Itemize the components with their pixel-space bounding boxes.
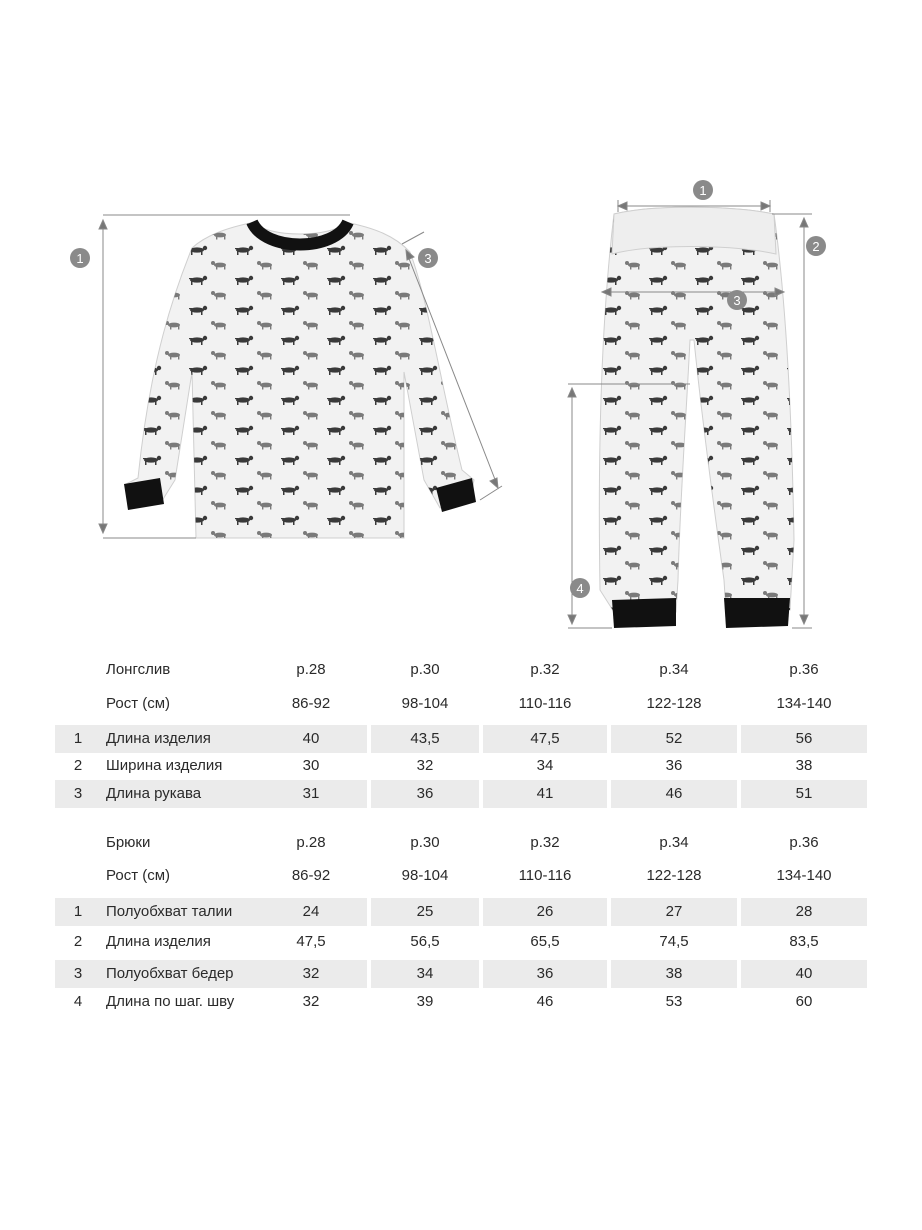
- table-row: [55, 988, 867, 1016]
- table-cell: 38: [795, 757, 813, 774]
- pants-marker-3: [727, 290, 747, 310]
- table-cell: 24: [255, 898, 367, 926]
- table-row: [55, 725, 867, 753]
- height-label: Рост (см): [106, 695, 171, 712]
- row-number: 2: [73, 757, 83, 774]
- table-cell: 32: [416, 757, 434, 774]
- table-cell: 31: [255, 780, 367, 808]
- table-row: [55, 752, 867, 780]
- pants-marker-4: [570, 578, 590, 598]
- svg-text:4: 4: [576, 581, 584, 596]
- longsleeve-title: Лонгслив: [106, 661, 171, 678]
- table-cell: 47,5: [296, 933, 326, 950]
- table-cell: 36: [371, 780, 479, 808]
- size-label: р.34: [659, 661, 689, 678]
- height-value: 86-92: [291, 695, 331, 712]
- size-label: р.28: [296, 661, 326, 678]
- table-cell: 40: [255, 725, 367, 753]
- table-row: [55, 960, 867, 988]
- height-value: 110-116: [518, 695, 572, 712]
- table-cell: 32: [255, 960, 367, 988]
- table-cell: 56,5: [410, 933, 440, 950]
- pants-marker-2: [806, 236, 826, 256]
- table-cell: 34: [536, 757, 554, 774]
- row-label: Длина изделия: [106, 933, 211, 950]
- table-cell: 39: [416, 993, 434, 1010]
- table-row: [55, 780, 867, 808]
- table-cell: 65,5: [530, 933, 560, 950]
- pants-size-header: [55, 829, 867, 857]
- pants-marker-1: [693, 180, 713, 200]
- table-cell: 41: [483, 780, 607, 808]
- row-number: 2: [73, 933, 83, 950]
- pants-title: Брюки: [106, 834, 151, 851]
- height-value: 122-128: [646, 695, 702, 712]
- table-cell: 26: [483, 898, 607, 926]
- table-cell: 83,5: [789, 933, 819, 950]
- table-cell: 30: [302, 757, 320, 774]
- size-label: р.30: [410, 834, 440, 851]
- height-value: 110-116: [518, 867, 572, 884]
- row-label: Полуобхват талии: [101, 898, 281, 926]
- longsleeve-size-table: [55, 656, 867, 810]
- size-label: р.32: [530, 661, 560, 678]
- longsleeve-shape: [124, 222, 476, 538]
- svg-text:1: 1: [699, 183, 707, 198]
- size-label: р.36: [789, 834, 819, 851]
- table-cell: 74,5: [659, 933, 689, 950]
- size-label: р.32: [530, 834, 560, 851]
- table-cell: 36: [483, 960, 607, 988]
- row-label: Ширина изделия: [106, 757, 223, 774]
- shirt-marker-3: [418, 248, 438, 268]
- height-value: 98-104: [401, 695, 449, 712]
- height-value: 86-92: [291, 867, 331, 884]
- row-label: Длина изделия: [101, 725, 281, 753]
- svg-text:3: 3: [733, 293, 741, 308]
- row-label: Длина рукава: [101, 780, 281, 808]
- table-cell: 43,5: [371, 725, 479, 753]
- table-cell: 47,5: [483, 725, 607, 753]
- size-label: р.36: [789, 661, 819, 678]
- table-row: [55, 898, 867, 926]
- row-number: 4: [73, 993, 83, 1010]
- svg-text:3: 3: [424, 251, 432, 266]
- svg-text:1: 1: [76, 251, 84, 266]
- row-number: 1: [55, 725, 101, 753]
- row-label: Длина по шаг. шву: [106, 993, 235, 1010]
- size-label: р.34: [659, 834, 689, 851]
- longsleeve-size-header: [55, 656, 867, 684]
- row-number: 1: [55, 898, 101, 926]
- height-value: 134-140: [776, 695, 832, 712]
- table-cell: 38: [611, 960, 737, 988]
- size-label: р.30: [410, 661, 440, 678]
- table-row: [55, 928, 867, 956]
- table-cell: 25: [371, 898, 479, 926]
- table-cell: 60: [795, 993, 813, 1010]
- height-value: 134-140: [776, 867, 832, 884]
- pants-size-table: [55, 829, 867, 1019]
- table-cell: 52: [611, 725, 737, 753]
- table-cell: 32: [302, 993, 320, 1010]
- svg-text:2: 2: [812, 239, 820, 254]
- row-label: Полуобхват бедер: [101, 960, 281, 988]
- pants-height-row: [55, 862, 867, 890]
- table-cell: 27: [611, 898, 737, 926]
- longsleeve-height-row: [55, 690, 867, 718]
- table-cell: 51: [741, 780, 867, 808]
- row-number: 3: [55, 960, 101, 988]
- table-cell: 56: [741, 725, 867, 753]
- table-cell: 40: [741, 960, 867, 988]
- table-cell: 46: [536, 993, 554, 1010]
- table-cell: 46: [611, 780, 737, 808]
- shirt-marker-1: [70, 248, 90, 268]
- table-cell: 34: [371, 960, 479, 988]
- height-label: Рост (см): [106, 867, 171, 884]
- row-number: 3: [55, 780, 101, 808]
- height-value: 122-128: [646, 867, 702, 884]
- pants-shape: [599, 207, 794, 628]
- height-value: 98-104: [401, 867, 449, 884]
- table-cell: 28: [741, 898, 867, 926]
- table-cell: 36: [665, 757, 683, 774]
- size-label: р.28: [296, 834, 326, 851]
- table-cell: 53: [665, 993, 683, 1010]
